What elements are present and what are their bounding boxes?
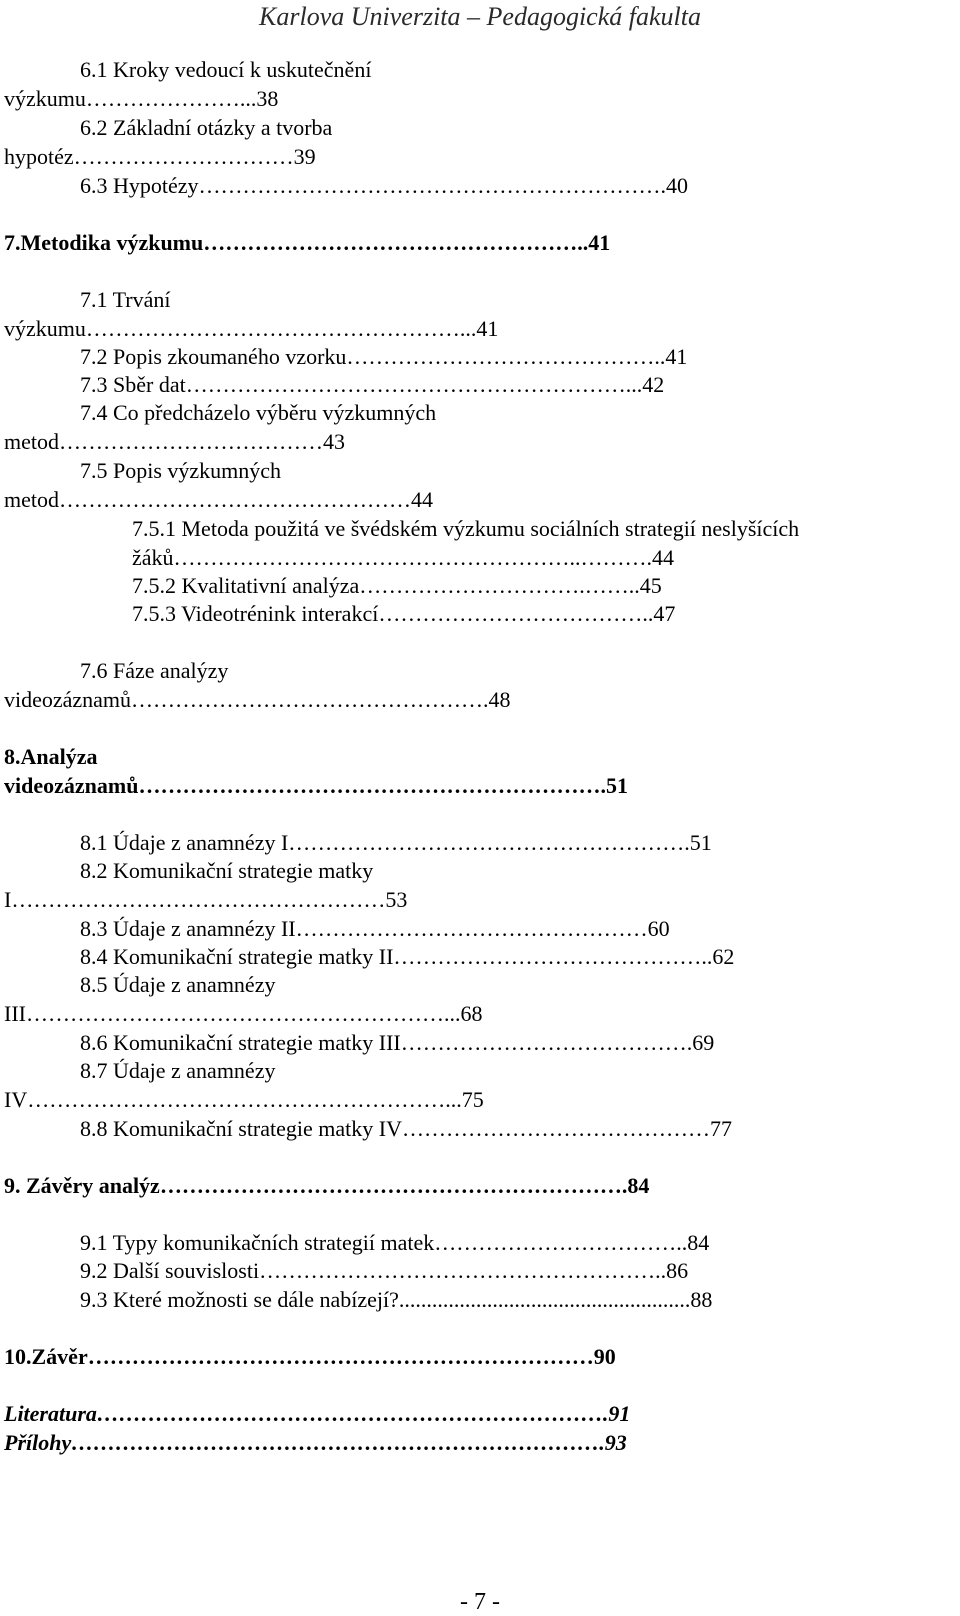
toc-entry: 7.4 Co předcházelo výběru výzkumných <box>80 400 437 425</box>
toc-entry: 8.5 Údaje z anamnézy <box>80 972 276 997</box>
toc-entry: 8.6 Komunikační strategie matky III………………………………….69 <box>80 1030 715 1055</box>
toc-entry: žáků………………………………………………..……….44 <box>132 545 675 570</box>
toc-entry: 8.2 Komunikační strategie matky <box>80 858 374 883</box>
toc-entry: 8.4 Komunikační strategie matky II……………………………………..62 <box>80 944 735 969</box>
toc-entry: 7.5.1 Metoda použitá ve švédském výzkumu sociálních strategií neslyšících <box>132 516 800 541</box>
toc-entry: 7.2 Popis zkoumaného vzorku……………………………………..41 <box>80 344 688 369</box>
toc-entry: 7.3 Sběr dat……………………………………………………...42 <box>80 372 665 397</box>
toc-entry: 8.Analýza <box>4 744 98 769</box>
toc-entry: I……………………………………………53 <box>4 887 408 912</box>
toc-entry: 8.7 Údaje z anamnézy <box>80 1058 276 1083</box>
toc-entry: Literatura…………………………………………………………….91 <box>4 1401 631 1426</box>
toc-entry: 7.Metodika výzkumu……………………………………………..41 <box>4 230 611 255</box>
page-number: - 7 - <box>460 1589 500 1615</box>
toc-entry: 6.2 Základní otázky a tvorba <box>80 115 333 140</box>
toc-entry: hypotéz…………………………39 <box>4 144 316 169</box>
toc-entry: výzkumu……………………………………………...41 <box>4 316 499 341</box>
toc-entry: 7.5.3 Videotrénink interakcí………………………………..47 <box>132 601 676 626</box>
toc-entry: 8.8 Komunikační strategie matky IV……………………………………77 <box>80 1116 732 1141</box>
toc-entry: 7.1 Trvání <box>80 287 171 312</box>
toc-entry: 8.1 Údaje z anamnézy I……………………………………………….51 <box>80 830 712 855</box>
page-header: Karlova Univerzita – Pedagogická fakulta <box>259 2 701 31</box>
toc-entry: 9. Závěry analýz……………………………………………………….84 <box>4 1173 650 1198</box>
toc-entry: III…………………………………………………...68 <box>4 1001 483 1026</box>
toc-entry: 6.3 Hypotézy……………………………………………………….40 <box>80 173 689 198</box>
toc-entry: 6.1 Kroky vedoucí k uskutečnění <box>80 57 372 82</box>
toc-entry: 9.3 Které možnosti se dále nabízejí?.....................................................88 <box>80 1287 713 1312</box>
toc-entry: 8.3 Údaje z anamnézy II…………………………………………60 <box>80 916 670 941</box>
toc-entry: výzkumu…………………...38 <box>4 86 279 111</box>
toc-entry: videozáznamů……………………………………………………….51 <box>4 773 628 798</box>
toc-entry: videozáznamů………………………………………….48 <box>4 687 511 712</box>
toc-entry: metod………………………………43 <box>4 429 345 454</box>
toc-entry: 7.5.2 Kvalitativní analýza………………………….……..45 <box>132 573 662 598</box>
toc-entry: metod…………………………………………44 <box>4 487 433 512</box>
toc-entry: Přílohy……………………………………………………………….93 <box>4 1430 627 1455</box>
toc-entry: 9.2 Další souvislosti………………………………………………..86 <box>80 1258 689 1283</box>
toc-entry: 9.1 Typy komunikačních strategií matek……………………………..84 <box>80 1230 710 1255</box>
toc-entry: 7.6 Fáze analýzy <box>80 658 229 683</box>
toc-entry: IV…………………………………………………...75 <box>4 1087 484 1112</box>
toc-entry: 7.5 Popis výzkumných <box>80 458 282 483</box>
toc-entry: 10.Závěr……………………………………………………………90 <box>4 1344 616 1369</box>
